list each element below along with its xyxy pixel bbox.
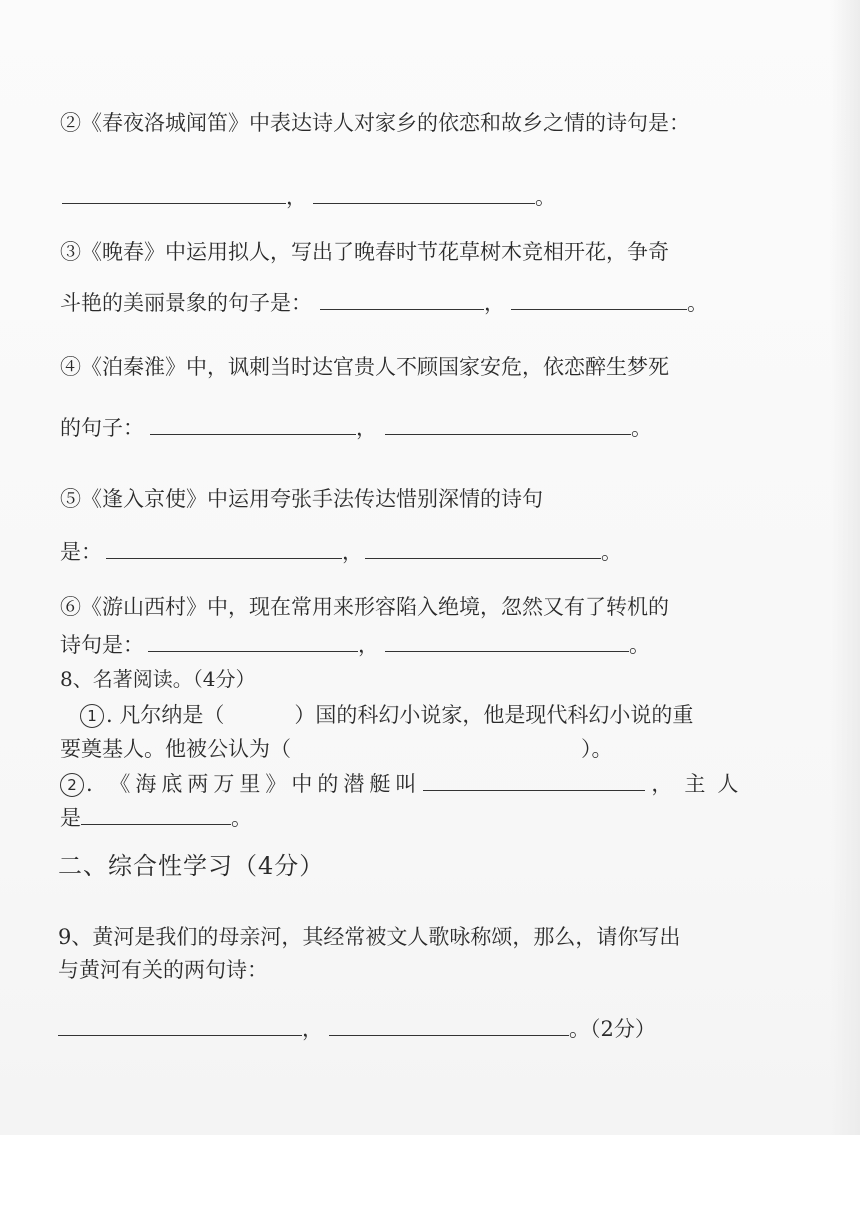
q8-sub1-line2 — [60, 734, 613, 764]
section2-heading: 二、综合性学习（4分） — [58, 852, 325, 880]
q8-title: 8、名著阅读。（4分） — [60, 667, 256, 691]
q8-sub1-text-b: ）国的科幻小说家，他是现代科幻小说的重 — [294, 703, 694, 727]
q7-item5-prompt — [60, 484, 543, 514]
answer-blank[interactable] — [365, 538, 601, 559]
q8-sub2-text-b: ，主人 — [651, 772, 751, 796]
q7-item6-marker: ⑥ — [60, 595, 81, 619]
q7-item3-marker: ③ — [60, 240, 81, 264]
answer-blank[interactable] — [58, 1015, 302, 1036]
separator: ， — [484, 291, 505, 315]
q7-item3-prompt — [60, 237, 669, 267]
q7-item2-answer-row — [62, 182, 556, 212]
q8-sub2-line1 — [60, 769, 750, 799]
answer-blank[interactable] — [423, 770, 645, 791]
q7-item6-answer-row — [60, 630, 650, 660]
page-edge-shadow — [830, 0, 860, 1217]
q9-line1: 9、黄河是我们的母亲河，其经常被文人歌咏称颂，那么，请你写出 — [58, 925, 681, 949]
q8-sub2-text-a: . 《海底两万里》中的潜艇叫 — [86, 772, 422, 796]
answer-blank[interactable] — [385, 414, 631, 435]
period: 。 — [601, 540, 622, 564]
separator: ， — [302, 1017, 323, 1041]
period: 。 — [629, 633, 650, 657]
q7-item3-line1: 《晚春》中运用拟人，写出了晚春时节花草树木竞相开花，争奇 — [81, 240, 669, 264]
q7-item2-prompt — [60, 108, 690, 138]
q7-item3-answer-row — [60, 288, 708, 318]
answer-blank[interactable] — [313, 183, 535, 204]
answer-blank[interactable] — [511, 289, 687, 310]
separator: ， — [356, 416, 377, 440]
q7-item2-text: 《春夜洛城闻笛》中表达诗人对家乡的依恋和故乡之情的诗句是： — [81, 111, 690, 135]
q7-item4-line1: 《泊秦淮》中，讽刺当时达官贵人不顾国家安危，依恋醉生梦死 — [81, 355, 669, 379]
answer-blank[interactable] — [150, 414, 356, 435]
page-bottom — [0, 1135, 860, 1217]
separator: ， — [286, 185, 307, 209]
q8-sub1-line1 — [80, 700, 693, 730]
q8-sub1-marker: 1 — [80, 704, 104, 728]
answer-blank[interactable] — [148, 631, 358, 652]
q7-item6-prompt — [60, 592, 669, 622]
period: 。 — [631, 416, 652, 440]
q8-sub2-text-c: 是 — [60, 806, 81, 830]
q7-item5-line2: 是： — [60, 540, 102, 564]
period: 。 — [535, 185, 556, 209]
q8-sub1-text-a: . 凡尔纳是（ — [106, 703, 225, 727]
q8-sub2-line2 — [60, 803, 252, 833]
separator: ， — [342, 540, 363, 564]
q8-sub2-text-d: 。 — [231, 806, 252, 830]
q7-item3-line2: 斗艳的美丽景象的句子是： — [60, 291, 312, 315]
q7-item4-line2: 的句子： — [60, 416, 144, 440]
q8-sub1-text-d: ）。 — [581, 737, 613, 761]
q7-item4-prompt — [60, 352, 669, 382]
q7-item4-marker: ④ — [60, 355, 81, 379]
q9-line2: 与黄河有关的两句诗： — [58, 958, 268, 982]
q7-item6-line1: 《游山西村》中，现在常用来形容陷入绝境，忽然又有了转机的 — [81, 595, 669, 619]
q8-sub2-marker: 2 — [60, 773, 84, 797]
q7-item6-line2: 诗句是： — [60, 633, 144, 657]
q7-item5-answer-row — [60, 537, 622, 567]
answer-blank[interactable] — [329, 1015, 569, 1036]
answer-blank[interactable] — [320, 289, 484, 310]
q7-item2-marker: ② — [60, 111, 81, 135]
q9-answer-row — [58, 1014, 656, 1044]
period: 。 — [687, 291, 708, 315]
separator: ， — [358, 633, 379, 657]
answer-blank[interactable] — [106, 538, 342, 559]
q7-item5-marker: ⑤ — [60, 487, 81, 511]
answer-blank[interactable] — [62, 183, 286, 204]
answer-blank[interactable] — [81, 804, 231, 825]
q8-sub1-text-c: 要奠基人。他被公认为（ — [60, 737, 291, 761]
q7-item5-line1: 《逢入京使》中运用夸张手法传达惜别深情的诗句 — [81, 487, 543, 511]
q7-item4-answer-row — [60, 413, 652, 443]
answer-blank[interactable] — [385, 631, 629, 652]
q9-end: 。（2分） — [569, 1017, 656, 1041]
